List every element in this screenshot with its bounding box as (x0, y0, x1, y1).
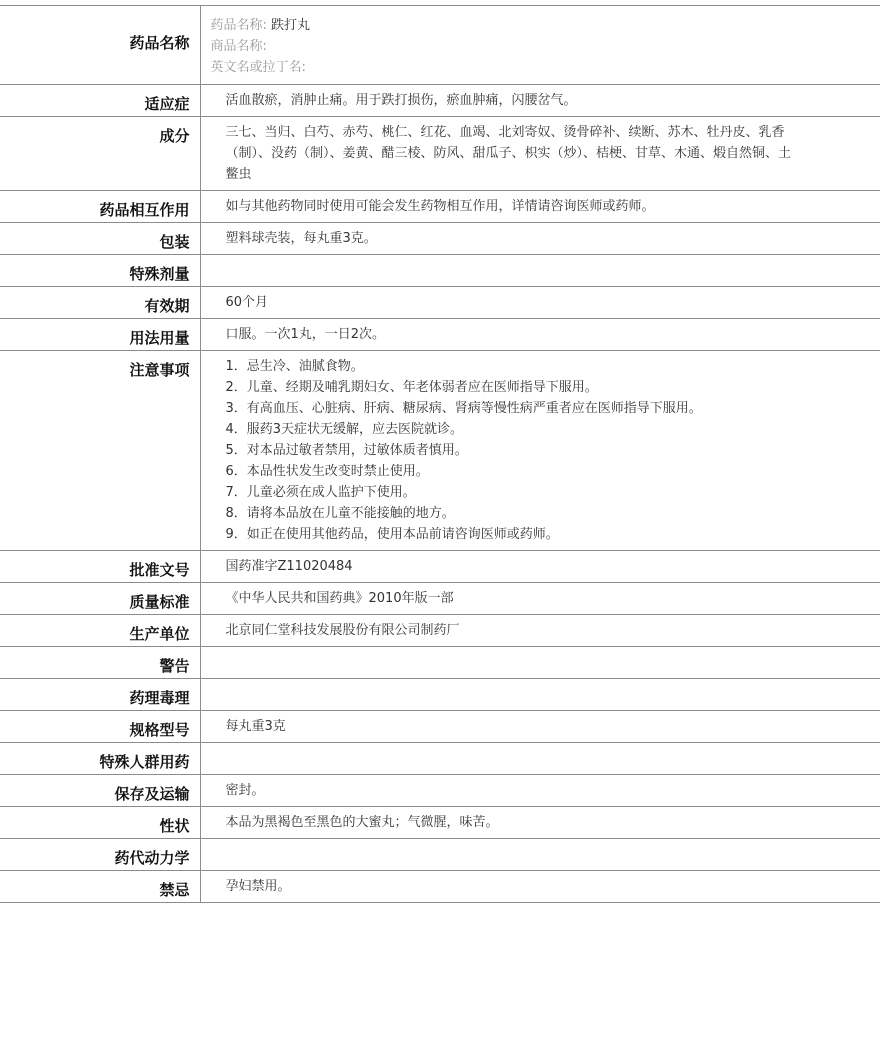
row-label-pharmacokinetics: 药代动力学 (0, 839, 200, 871)
row-value-warning (200, 647, 880, 679)
precaution-item: 7．儿童必须在成人监护下使用。 (225, 485, 416, 500)
row-label-packaging: 包装 (0, 223, 200, 255)
row-shelf-life (0, 287, 880, 319)
row-approval-number (0, 551, 880, 583)
generic-name-value: 跌打丸 (271, 18, 311, 33)
row-label-approval-number: 批准文号 (0, 551, 200, 583)
precautions-list (226, 356, 801, 545)
row-pharmacokinetics (0, 839, 880, 871)
row-value-description: 本品为黑褐色至黑色的大蜜丸；气微腥，味苦。 (225, 815, 499, 830)
english-name-line (211, 57, 801, 78)
row-value-contraindications: 孕妇禁用。 (225, 879, 291, 894)
row-label-pharmacology: 药理毒理 (0, 679, 200, 711)
row-value-special-population (200, 743, 880, 775)
row-value-packaging: 塑料球壳装，每丸重3克。 (225, 231, 377, 246)
row-indications (0, 85, 880, 117)
row-interactions (0, 191, 880, 223)
row-value-pharmacokinetics (200, 839, 880, 871)
precaution-item: 6．本品性状发生改变时禁止使用。 (225, 464, 429, 479)
row-precautions (0, 351, 880, 551)
row-label-drug-name: 药品名称 (0, 6, 200, 85)
row-usage (0, 319, 880, 351)
row-value-ingredients: 三七、当归、白芍、赤芍、桃仁、红花、血竭、北刘寄奴、烫骨碎补、续断、苏木、牡丹皮、乳香（制）、没药（制）、姜黄、醋三棱、防风、甜瓜子、枳实（炒）、桔梗、甘草、木通、煅自然铜、土鳖虫 (225, 125, 792, 182)
row-label-ingredients: 成分 (0, 117, 200, 191)
row-value-usage: 口服。一次1丸，一日2次。 (225, 327, 386, 342)
row-description (0, 807, 880, 839)
row-ingredients (0, 117, 880, 191)
row-value-quality-standard: 《中华人民共和国药典》2010年版一部 (225, 591, 454, 606)
row-value-pharmacology (200, 679, 880, 711)
row-label-storage: 保存及运输 (0, 775, 200, 807)
trade-name-label: 商品名称: (210, 39, 267, 54)
drug-spec-table (0, 5, 880, 903)
row-label-description: 性状 (0, 807, 200, 839)
row-value-shelf-life: 60个月 (225, 295, 269, 310)
row-label-contraindications: 禁忌 (0, 871, 200, 903)
row-label-warning: 警告 (0, 647, 200, 679)
english-name-label: 英文名或拉丁名: (210, 60, 306, 75)
row-quality-standard (0, 583, 880, 615)
precaution-item: 2．儿童、经期及哺乳期妇女、年老体弱者应在医师指导下服用。 (225, 380, 598, 395)
row-contraindications (0, 871, 880, 903)
row-specification (0, 711, 880, 743)
row-label-specification: 规格型号 (0, 711, 200, 743)
generic-name-label: 药品名称: (210, 18, 267, 33)
row-value-approval-number: 国药准字Z11020484 (225, 559, 353, 574)
row-packaging (0, 223, 880, 255)
row-label-manufacturer: 生产单位 (0, 615, 200, 647)
row-label-shelf-life: 有效期 (0, 287, 200, 319)
drug-name-values (200, 6, 880, 85)
row-special-dosage (0, 255, 880, 287)
precaution-item: 5．对本品过敏者禁用，过敏体质者慎用。 (225, 443, 468, 458)
row-value-interactions: 如与其他药物同时使用可能会发生药物相互作用，详情请咨询医师或药师。 (225, 199, 655, 214)
row-label-special-population: 特殊人群用药 (0, 743, 200, 775)
row-label-precautions: 注意事项 (0, 351, 200, 551)
row-label-special-dosage: 特殊剂量 (0, 255, 200, 287)
row-label-indications: 适应症 (0, 85, 200, 117)
precaution-item: 1．忌生冷、油腻食物。 (225, 359, 364, 374)
precaution-item: 3．有高血压、心脏病、肝病、糖尿病、肾病等慢性病严重者应在医师指导下服用。 (225, 401, 702, 416)
row-warning (0, 647, 880, 679)
precaution-item: 9．如正在使用其他药品，使用本品前请咨询医师或药师。 (225, 527, 559, 542)
trade-name-line (211, 36, 801, 57)
precaution-item: 4．服药3天症状无缓解，应去医院就诊。 (225, 422, 464, 437)
row-storage (0, 775, 880, 807)
row-drug-name (0, 6, 880, 85)
row-value-storage: 密封。 (225, 783, 265, 798)
row-value-precautions (200, 351, 880, 551)
row-manufacturer (0, 615, 880, 647)
row-pharmacology (0, 679, 880, 711)
row-special-population (0, 743, 880, 775)
row-value-indications: 活血散瘀，消肿止痛。用于跌打损伤，瘀血肿痛，闪腰岔气。 (225, 93, 577, 108)
row-label-quality-standard: 质量标准 (0, 583, 200, 615)
generic-name-line (211, 15, 801, 36)
row-value-special-dosage (200, 255, 880, 287)
row-value-specification: 每丸重3克 (225, 719, 286, 734)
row-value-manufacturer: 北京同仁堂科技发展股份有限公司制药厂 (225, 623, 460, 638)
row-label-usage: 用法用量 (0, 319, 200, 351)
precaution-item: 8．请将本品放在儿童不能接触的地方。 (225, 506, 455, 521)
row-label-interactions: 药品相互作用 (0, 191, 200, 223)
